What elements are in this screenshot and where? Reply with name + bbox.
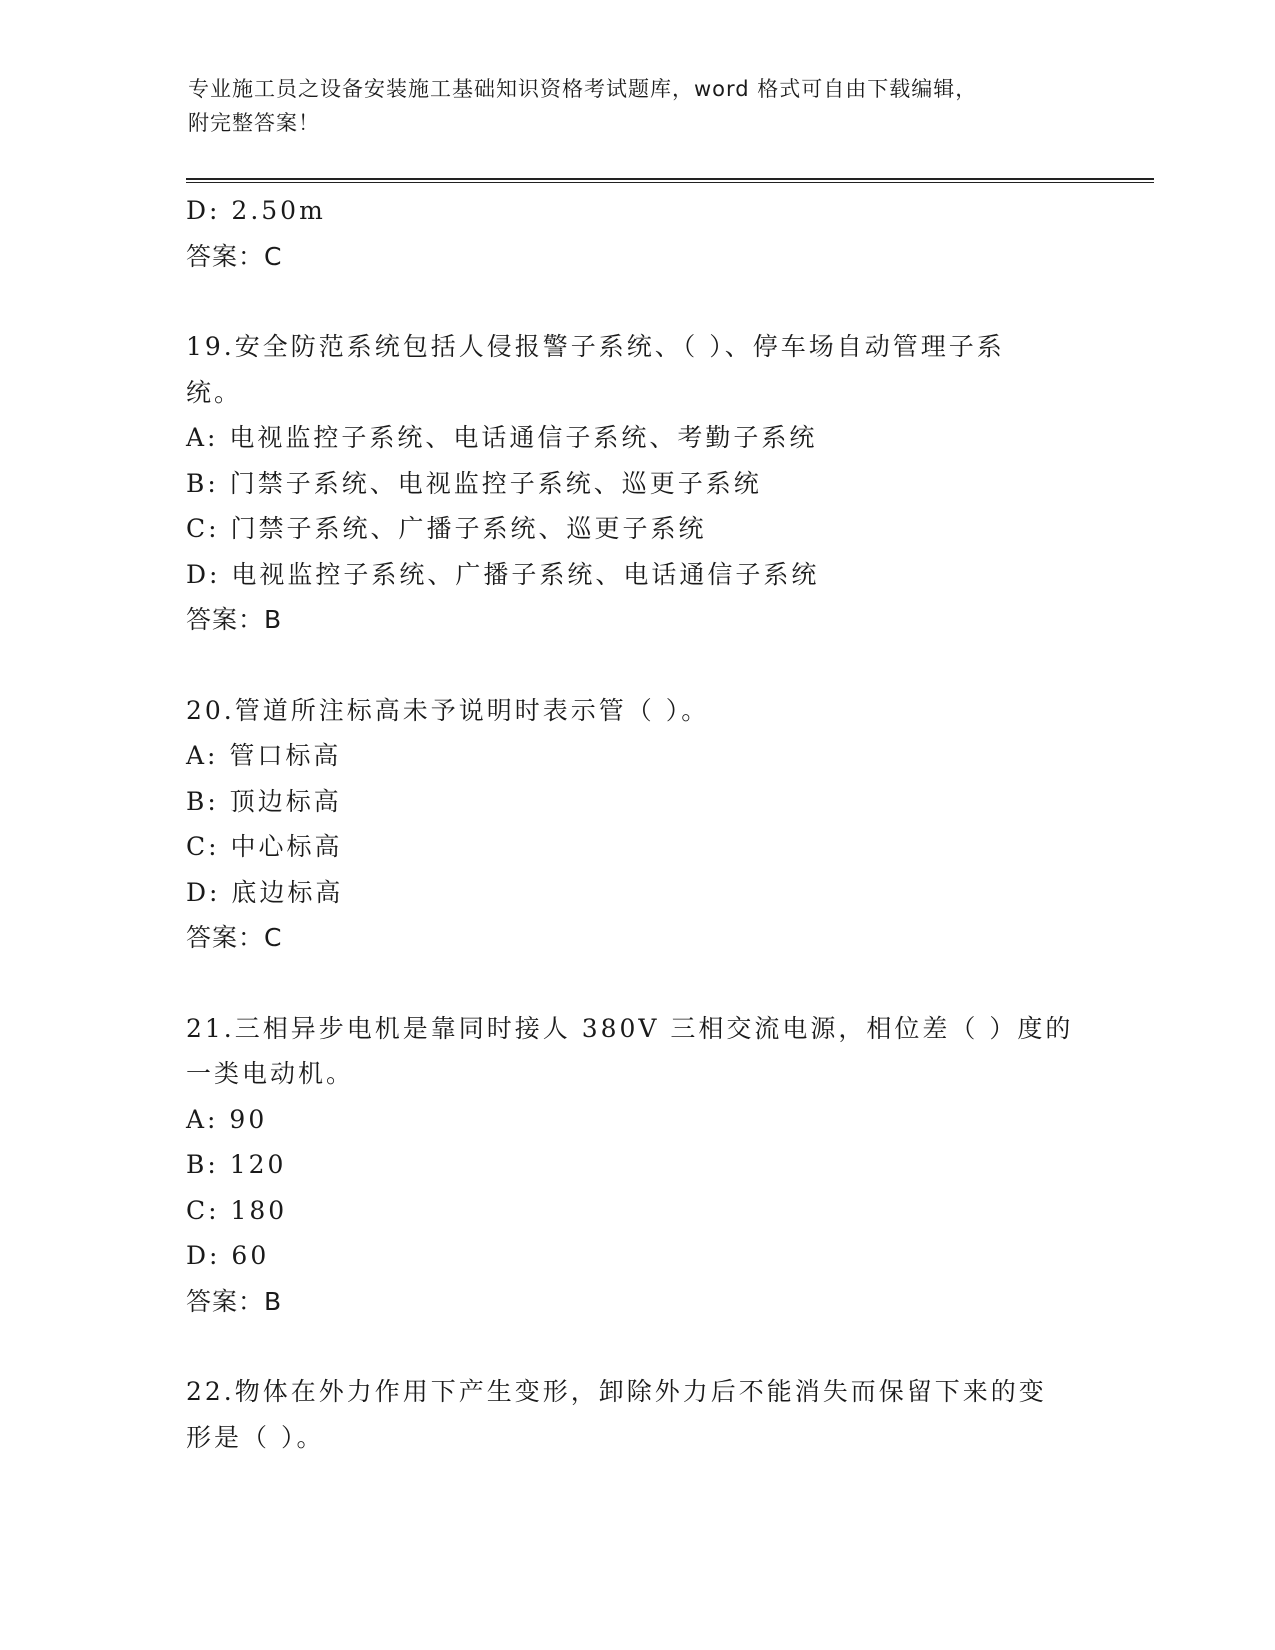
question-stem: 20.管道所注标高未予说明时表示管（ ）。 bbox=[186, 695, 710, 725]
header-line-1: 专业施工员之设备安装施工基础知识资格考试题库，word 格式可自由下载编辑， bbox=[188, 77, 978, 101]
question-block bbox=[186, 324, 1086, 643]
header-line-2: 附完整答案！ bbox=[188, 111, 320, 135]
answer-line: 答案：B bbox=[186, 1286, 283, 1316]
question-content bbox=[186, 188, 1086, 1460]
option-a: A: 电视监控子系统、电话通信子系统、考勤子系统 bbox=[186, 423, 818, 452]
question-stem-continued: 统。 bbox=[186, 377, 243, 407]
option-a: A: 管口标高 bbox=[186, 741, 342, 770]
question-stem: 19.安全防范系统包括人侵报警子系统、（ ）、停车场自动管理子系 bbox=[186, 332, 1005, 361]
answer-line: 答案：C bbox=[186, 241, 283, 271]
spacer bbox=[186, 643, 1086, 688]
question-stem: 21.三相异步电机是靠同时接人 380V 三相交流电源，相位差（ ）度的 bbox=[186, 1013, 1074, 1043]
question-stem-continued: 形是（ ）。 bbox=[186, 1422, 325, 1452]
spacer bbox=[186, 279, 1086, 324]
option-d: D: 2.50m bbox=[186, 196, 326, 225]
header-divider bbox=[186, 178, 1154, 183]
answer-line: 答案：C bbox=[186, 923, 283, 952]
option-b: B: 顶边标高 bbox=[186, 786, 342, 816]
answer-line: 答案：B bbox=[186, 605, 283, 634]
question-block bbox=[186, 1369, 1086, 1460]
option-a: A: 90 bbox=[186, 1104, 268, 1134]
question-block bbox=[186, 688, 1086, 961]
question-stem: 22.物体在外力作用下产生变形，卸除外力后不能消失而保留下来的变 bbox=[186, 1377, 1047, 1406]
question-block bbox=[186, 1006, 1086, 1325]
option-c: C: 中心标高 bbox=[186, 832, 343, 861]
spacer bbox=[186, 961, 1086, 1006]
option-c: C: 门禁子系统、广播子系统、巡更子系统 bbox=[186, 514, 707, 543]
option-d: D: 60 bbox=[186, 1241, 270, 1270]
document-header bbox=[188, 72, 1068, 140]
question-stem-continued: 一类电动机。 bbox=[186, 1059, 355, 1088]
spacer bbox=[186, 1324, 1086, 1369]
option-d: D: 电视监控子系统、广播子系统、电话通信子系统 bbox=[186, 559, 820, 589]
option-b: B: 门禁子系统、电视监控子系统、巡更子系统 bbox=[186, 468, 762, 498]
option-c: C: 180 bbox=[186, 1195, 288, 1225]
option-d: D: 底边标高 bbox=[186, 877, 344, 907]
option-b: B: 120 bbox=[186, 1150, 287, 1179]
